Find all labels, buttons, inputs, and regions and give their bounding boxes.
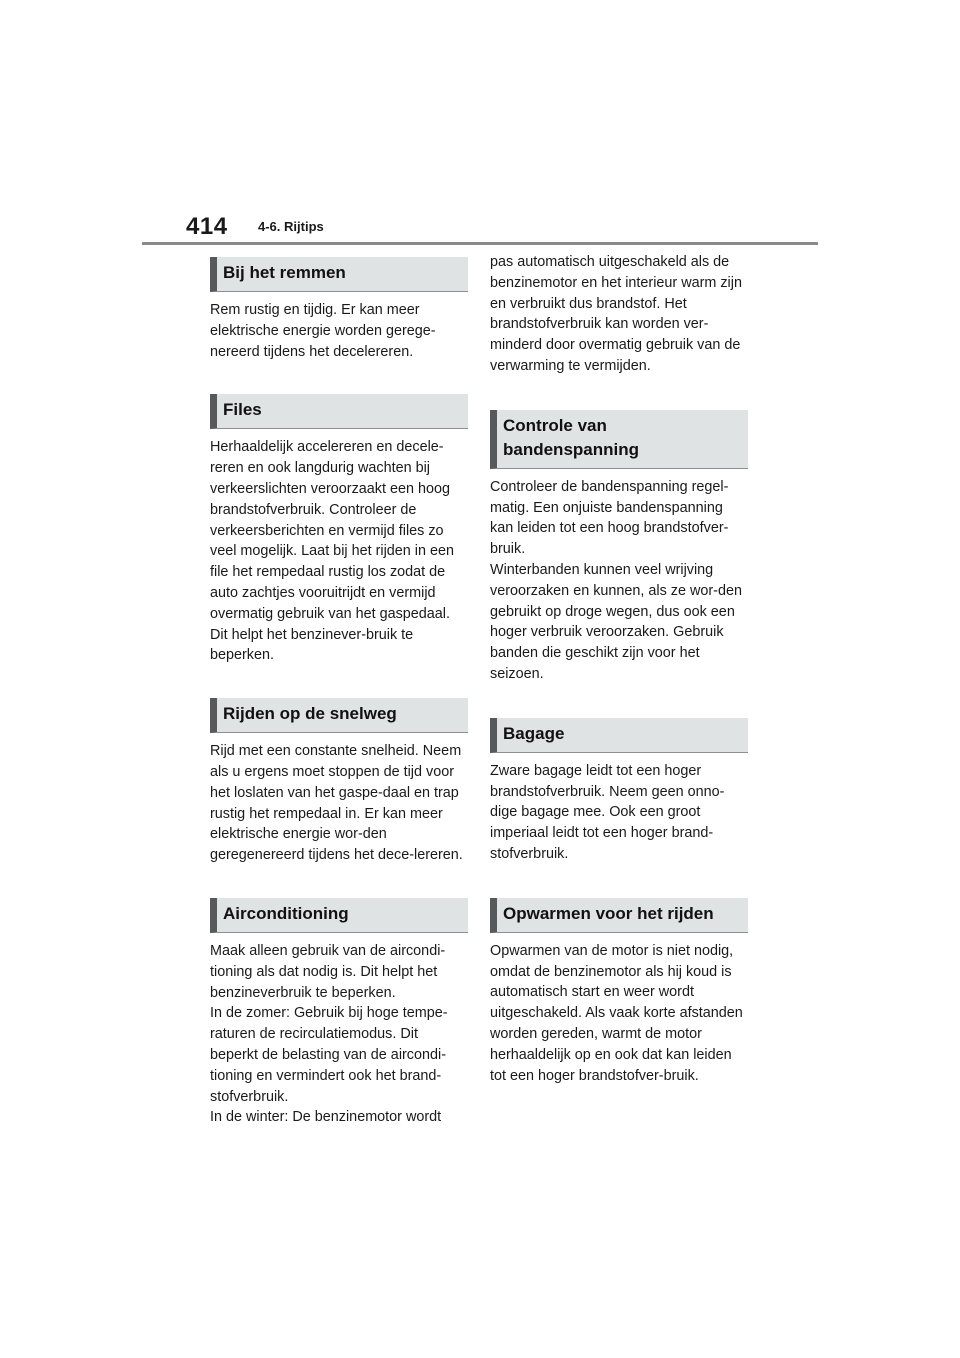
section-heading-files: Files <box>210 394 468 429</box>
paragraph-bagage: Zware bagage leidt tot een hoger brandstofverbruik. Neem geen onno-dige bagage mee. Ook een groot imperiaal leidt tot een hoger brand-stofverbruik. <box>490 762 725 862</box>
paragraph-bandenspanning-1: Controleer de bandenspanning regel-matig. Een onjuiste bandenspanning kan leiden tot een hoog brandstofver-bruik. <box>490 478 729 558</box>
section-heading-snelweg: Rijden op de snelweg <box>210 698 468 733</box>
section-reference: 4-6. Rijtips <box>258 219 324 234</box>
right-column <box>490 252 748 1086</box>
paragraph-airco-winter: In de winter: De benzinemotor wordt <box>210 1109 442 1126</box>
left-column <box>210 257 468 1128</box>
section-heading-bandenspanning: Controle van bandenspanning <box>490 410 748 469</box>
paragraph-files: Herhaaldelijk accelereren en decele-reren en ook langdurig wachten bij verkeerslichten veroorzaakt een hoog brandstofverbruik. Controleer de verkeersberichten en vermijd files zo veel mogelijk. Laat bij het rijden in een file het rempedaal rustig los zodat de auto zachtjes vooruitrijdt en vermijd overmatig gebruik van het gaspedaal. Dit helpt het benzinever-bruik te beperken. <box>210 439 454 664</box>
section-heading-opwarmen: Opwarmen voor het rijden <box>490 898 748 933</box>
paragraph-airco-intro: Maak alleen gebruik van de aircondi-tioning als dat nodig is. Dit helpt het benzineverbruik te beperken. <box>210 942 446 1001</box>
paragraph-airco-continuation: pas automatisch uitgeschakeld als de benzinemotor en het interieur warm zijn en verbruikt dus brandstof. Het brandstofverbruik kan worden ver-minderd door overmatig gebruik van de verwarming te vermijden. <box>490 254 742 374</box>
section-heading-remmen: Bij het remmen <box>210 257 468 292</box>
section-heading-bagage: Bagage <box>490 718 748 753</box>
paragraph-bandenspanning-2: Winterbanden kunnen veel wrijving veroorzaken en kunnen, als ze wor-den gebruikt op droge wegen, dus ook een hoger verbruik veroorzaken. Gebruik banden die geschikt zijn voor het seizoen. <box>490 561 742 682</box>
paragraph-opwarmen: Opwarmen van de motor is niet nodig, omdat de benzinemotor als hij koud is automatisch start en weer wordt uitgeschakeld. Als vaak korte afstanden worden gereden, warmt de motor herhaaldelijk op en ook dat kan leiden tot een hoger brandstofver-bruik. <box>490 942 743 1084</box>
section-heading-airconditioning: Airconditioning <box>210 898 468 933</box>
paragraph-airco-zomer: In de zomer: Gebruik bij hoge tempe-raturen de recirculatiemodus. Dit beperkt de belasting van de aircondi-tioning en vermindert ook het brand-stofverbruik. <box>210 1005 448 1105</box>
paragraph-snelweg: Rijd met een constante snelheid. Neem als u ergens moet stoppen de tijd voor het loslaten van het gaspe-daal en trap rustig het rempedaal in. Er kan meer elektrische energie wor-den geregenereerd tijdens het dece-lereren. <box>210 743 463 864</box>
page-number: 414 <box>186 213 228 240</box>
header-divider <box>142 242 818 245</box>
paragraph-remmen: Rem rustig en tijdig. Er kan meer elektrische energie worden gerege-nereerd tijdens het decelereren. <box>210 302 436 360</box>
